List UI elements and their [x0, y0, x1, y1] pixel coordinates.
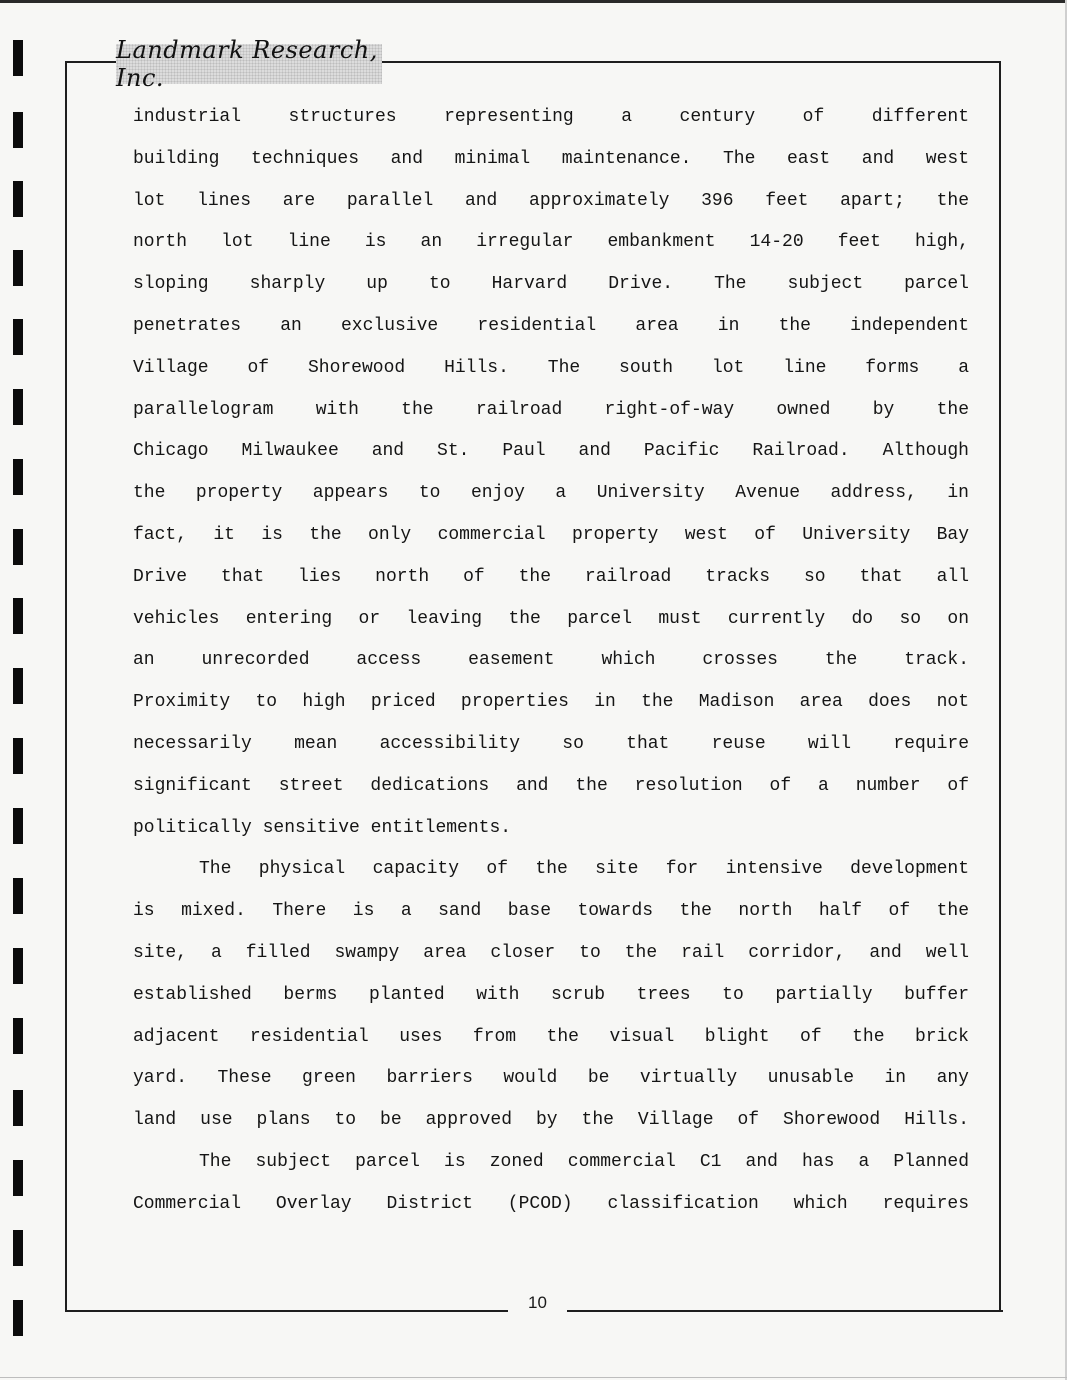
text-line: north lot line is an irregular embankment 14-20 feet high,	[133, 232, 969, 253]
text-line: significant street dedications and the resolution of a number of	[133, 775, 969, 796]
binding-hole	[13, 459, 23, 495]
binding-hole	[13, 738, 23, 774]
text-line: industrial structures representing a century of different	[133, 107, 969, 127]
body-text	[133, 97, 969, 1226]
text-line: vehicles entering or leaving the parcel must currently do so on	[133, 608, 969, 629]
binding-hole	[13, 250, 23, 286]
company-logo-text: Landmark Research, Inc.	[116, 36, 378, 92]
page-number: 10	[528, 1293, 547, 1312]
text-line: necessarily mean accessibility so that reuse will require	[133, 733, 969, 754]
binding-hole	[13, 668, 23, 704]
binding-hole	[13, 1300, 23, 1336]
binding-hole	[13, 948, 23, 984]
text-line: site, a filled swampy area closer to the rail corridor, and well	[133, 942, 969, 963]
binding-hole	[13, 112, 23, 148]
binding-hole	[13, 319, 23, 355]
page-border-bottom-left	[65, 1310, 508, 1312]
binding-hole	[13, 1090, 23, 1126]
binding-hole	[13, 529, 23, 565]
binding-hole	[13, 808, 23, 844]
binding-hole	[13, 1160, 23, 1196]
text-line: fact, it is the only commercial property west of University Bay	[133, 524, 969, 545]
binding-hole	[13, 1018, 23, 1054]
text-line: parallelogram with the railroad right-of-way owned by the	[133, 399, 969, 420]
text-line: sloping sharply up to Harvard Drive. The subject parcel	[133, 274, 969, 295]
text-line: The physical capacity of the site for intensive development	[199, 859, 969, 880]
binding-hole	[13, 40, 23, 76]
text-line: Village of Shorewood Hills. The south lot line forms a	[133, 357, 969, 378]
text-line: The subject parcel is zoned commercial C1 and has a Planned	[199, 1151, 969, 1172]
text-line: an unrecorded access easement which crosses the track.	[133, 650, 969, 671]
binding-hole	[13, 878, 23, 914]
page-top-edge	[0, 0, 1067, 3]
text-line: is mixed. There is a sand base towards the north half of the	[133, 901, 969, 922]
text-line: politically sensitive entitlements.	[133, 817, 512, 838]
text-line: the property appears to enjoy a University Avenue address, in	[133, 483, 969, 504]
binding-hole	[13, 598, 23, 634]
text-line: Commercial Overlay District (PCOD) classification which requires	[133, 1193, 969, 1214]
text-line: lot lines are parallel and approximately 396 feet apart; the	[133, 190, 969, 211]
binding-hole	[13, 1230, 23, 1266]
text-line: building techniques and minimal maintenance. The east and west	[133, 148, 969, 169]
text-line: Chicago Milwaukee and St. Paul and Pacific Railroad. Although	[133, 441, 969, 462]
text-line: adjacent residential uses from the visual blight of the brick	[133, 1026, 969, 1047]
text-line: yard. These green barriers would be virtually unusable in any	[133, 1068, 969, 1089]
company-logo	[116, 36, 382, 92]
text-line: Drive that lies north of the railroad tracks so that all	[133, 566, 969, 587]
text-line: land use plans to be approved by the Village of Shorewood Hills.	[133, 1110, 969, 1131]
text-line: penetrates an exclusive residential area in the independent	[133, 315, 969, 336]
text-line: Proximity to high priced properties in the Madison area does not	[133, 692, 969, 713]
binding-hole	[13, 389, 23, 425]
text-line: established berms planted with scrub trees to partially buffer	[133, 984, 969, 1005]
page-bottom-edge	[0, 1377, 1067, 1378]
page-border-bottom-right	[567, 1310, 1003, 1312]
binding-hole	[13, 181, 23, 217]
